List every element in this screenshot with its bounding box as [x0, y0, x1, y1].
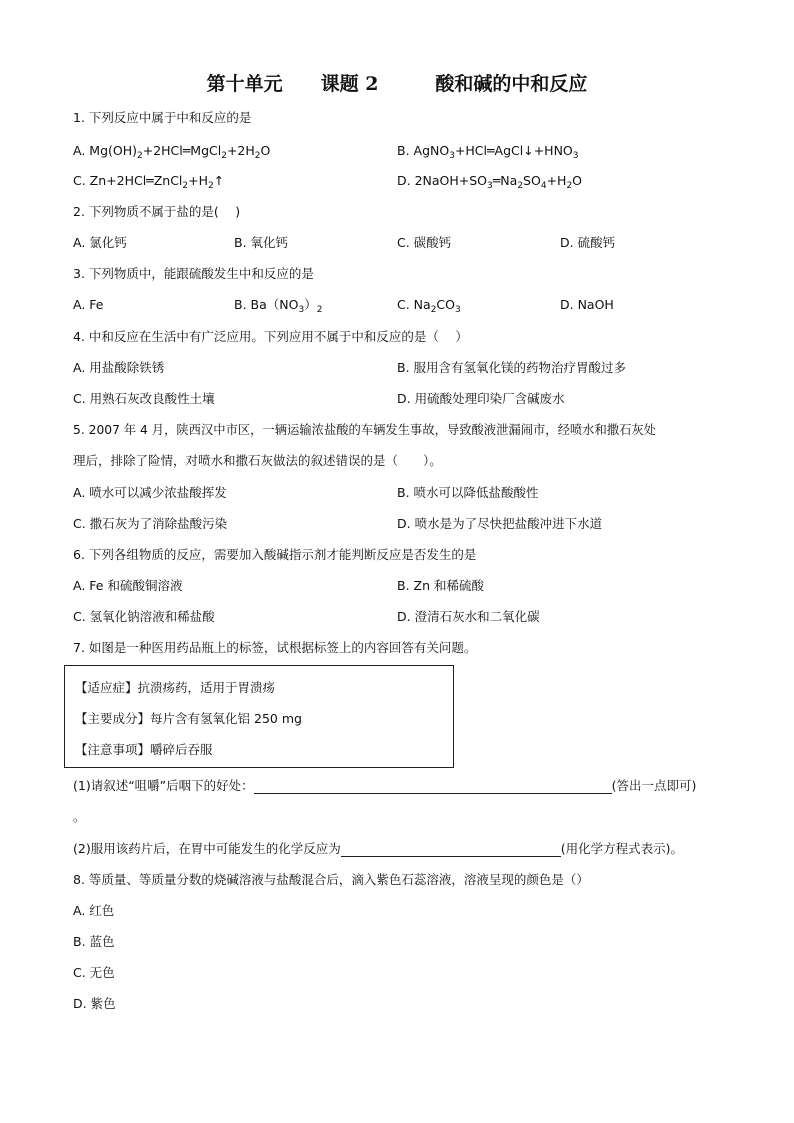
question-2-stem: 2. 下列物质不属于盐的是( )	[73, 204, 241, 219]
q7-part1-answer-blank[interactable]	[254, 779, 612, 794]
q5-option-c: C. 撒石灰为了消除盐酸污染	[73, 516, 228, 531]
question-8-stem: 8. 等质量、等质量分数的烧碱溶液与盐酸混合后，滴入紫色石蕊溶液，溶液呈现的颜色是（）	[73, 872, 589, 887]
q2-option-d: D. 硫酸钙	[560, 235, 616, 250]
q3-option-d: D. NaOH	[560, 297, 614, 312]
q7-part2-answer-blank[interactable]	[341, 842, 561, 857]
q4-option-a: A. 用盐酸除铁锈	[73, 360, 165, 375]
q4-option-d: D. 用硫酸处理印染厂含碱废水	[397, 391, 565, 406]
q7-part1: (1)请叙述“咀嚼”后咽下的好处： (答出一点即可)	[73, 778, 697, 793]
q1-option-c: C. $Zn+2HCl═ZnCl_2+H_2↑$	[73, 173, 225, 191]
label-row-ingredient: 【主要成分】每片含有氢氧化铝 250 mg	[75, 711, 302, 726]
q1-option-a: A. $Mg(OH)_2+2HCl═MgCl_2+2H_2O$	[73, 143, 271, 161]
page-title: 第十单元 课题 2 酸和碱的中和反应	[206, 73, 588, 95]
q8-option-d: D. 紫色	[73, 996, 116, 1011]
q2-option-b: B. 氧化钙	[234, 235, 289, 250]
question-5-stem-line1: 5. 2007 年 4 月，陕西汉中市区，一辆运输浓盐酸的车辆发生事故，导致酸液泄漏闹市，经喷水和撒石灰处	[73, 423, 656, 437]
q3-option-c: C. $Na_2CO_3$	[397, 297, 461, 315]
question-4-stem: 4. 中和反应在生活中有广泛应用。下列应用不属于中和反应的是（ ）	[73, 329, 468, 344]
question-7-stem: 7. 如图是一种医用药品瓶上的标签，试根据标签上的内容回答有关问题。	[73, 640, 477, 655]
q5-option-d: D. 喷水是为了尽快把盐酸冲进下水道	[397, 516, 603, 531]
q2-option-c: C. 碳酸钙	[397, 235, 452, 250]
q3-option-b: B. $Ba(NO_3)_2$	[234, 297, 323, 315]
q6-option-c: C. 氢氧化钠溶液和稀盐酸	[73, 609, 215, 624]
q1-option-d: D. $2NaOH+SO_3═Na_2SO_4+H_2O$	[397, 173, 583, 191]
q7-part1-tail: 。	[73, 809, 86, 824]
question-6-stem: 6. 下列各组物质的反应，需要加入酸碱指示剂才能判断反应是否发生的是	[73, 547, 477, 562]
question-1-stem: 1. 下列反应中属于中和反应的是	[73, 110, 252, 125]
q8-option-c: C. 无色	[73, 965, 115, 980]
label-row-indication: 【适应症】抗溃疡药，适用于胃溃疡	[75, 680, 276, 695]
q5-option-a: A. 喷水可以减少浓盐酸挥发	[73, 485, 227, 500]
q8-option-a: A. 红色	[73, 903, 115, 918]
q8-option-b: B. 蓝色	[73, 934, 115, 949]
medicine-label-box	[64, 665, 454, 768]
label-row-precautions: 【注意事项】嚼碎后吞服	[75, 742, 213, 757]
q5-option-b: B. 喷水可以降低盐酸酸性	[397, 485, 539, 500]
q4-option-c: C. 用熟石灰改良酸性土壤	[73, 391, 215, 406]
question-5-stem-line2: 理后，排除了险情，对喷水和撒石灰做法的叙述错误的是（ ）。	[73, 453, 442, 468]
q1-option-b: B. $AgNO_3+HCl═AgCl↓+HNO_3$	[397, 143, 579, 161]
question-3-stem: 3. 下列物质中，能跟硫酸发生中和反应的是	[73, 266, 314, 281]
q7-part2: (2)服用该药片后，在胃中可能发生的化学反应为 (用化学方程式表示)。	[73, 841, 683, 856]
q3-option-a: A. Fe	[73, 297, 104, 312]
q6-option-d: D. 澄清石灰水和二氧化碳	[397, 609, 540, 624]
q6-option-a: A. Fe 和硫酸铜溶液	[73, 578, 183, 593]
q6-option-b: B. Zn 和稀硫酸	[397, 578, 484, 593]
q4-option-b: B. 服用含有氢氧化镁的药物治疗胃酸过多	[397, 360, 627, 375]
q2-option-a: A. 氯化钙	[73, 235, 127, 250]
